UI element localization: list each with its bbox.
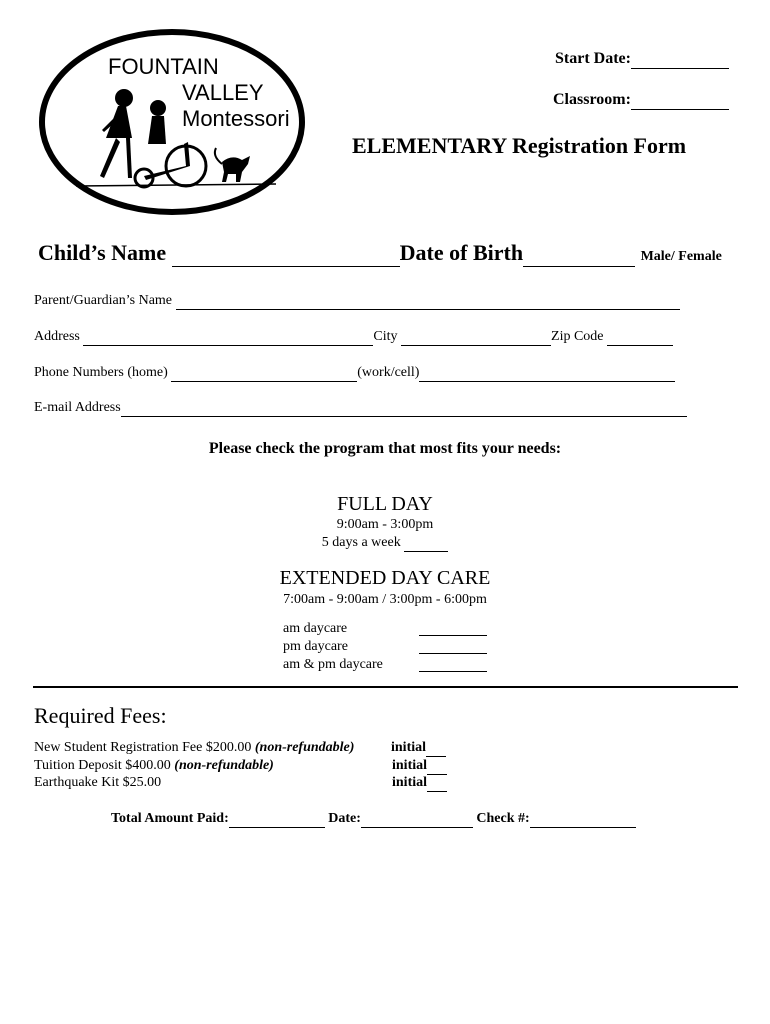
am-daycare-label: am daycare [283,621,348,636]
child-name-label: Child’s Name [38,240,167,265]
extended-day-title: EXTENDED DAY CARE [279,567,491,589]
fee-initial-row [392,758,447,775]
initial-field[interactable] [427,775,447,792]
phone-row [34,365,675,382]
initial-label: initial [392,758,428,773]
fee-label: New Student Registration Fee $200.00 [34,740,252,755]
address-row [34,329,673,346]
email-row [34,400,687,417]
full-day-hours: 9:00am - 3:00pm [336,517,434,532]
logo-text-valley: VALLEY [182,80,264,105]
date-of-birth-field[interactable] [523,240,635,267]
phone-work-field[interactable] [419,365,675,382]
pm-daycare-label: pm daycare [283,639,348,654]
start-date-field[interactable] [631,50,729,69]
pm-daycare-option [283,639,348,655]
am-pm-daycare-check-field[interactable] [419,656,487,672]
fee-label: Tuition Deposit $400.00 [34,758,171,773]
extended-day-hours: 7:00am - 9:00am / 3:00pm - 6:00pm [283,592,487,607]
payment-date-field[interactable] [361,811,473,828]
address-field[interactable] [83,329,373,346]
phone-work-label: (work/cell) [357,365,420,380]
am-pm-daycare-option [283,657,383,673]
zip-code-field[interactable] [607,329,673,346]
initial-field[interactable] [426,740,446,757]
fee-label: Earthquake Kit $25.00 [34,775,162,790]
am-pm-daycare-label: am & pm daycare [283,657,383,672]
school-logo [36,26,308,220]
am-daycare-check-field[interactable] [419,620,487,636]
check-number-label: Check #: [476,811,530,826]
classroom-label: Classroom: [553,91,631,108]
total-paid-field[interactable] [229,811,325,828]
logo-emblem [36,26,308,220]
section-divider [33,686,738,688]
parent-row [34,293,680,310]
form-title: ELEMENTARY Registration Form [352,133,687,158]
parent-name-label: Parent/Guardian’s Name [34,293,173,308]
email-field[interactable] [121,400,687,417]
fee-initial-row [391,740,446,757]
classroom-field[interactable] [631,91,729,110]
child-row [38,240,722,267]
city-field[interactable] [401,329,551,346]
fee-initial-row [392,775,447,792]
address-label: Address [34,329,80,344]
email-label: E-mail Address [34,400,121,415]
classroom-row [553,91,729,110]
check-number-field[interactable] [530,811,636,828]
program-prompt: Please check the program that most fits your needs: [208,440,562,457]
date-of-birth-label: Date of Birth [399,240,524,265]
logo-text-fountain: FOUNTAIN [108,54,219,79]
zip-code-label: Zip Code [551,329,604,344]
fee-item [34,740,354,756]
fees-heading: Required Fees: [34,703,167,728]
full-day-check-field[interactable] [404,535,448,552]
full-day-days-label: 5 days a week [321,535,401,550]
parent-name-field[interactable] [176,293,680,310]
fee-item [34,775,161,791]
start-date-row [555,50,729,69]
initial-label: initial [391,740,427,755]
phone-home-label: Phone Numbers (home) [34,365,168,380]
am-daycare-option [283,621,347,637]
payment-row [111,811,636,828]
phone-home-field[interactable] [171,365,357,382]
pm-daycare-check-field[interactable] [419,638,487,654]
child-name-field[interactable] [172,240,400,267]
full-day-days-row [0,535,770,552]
full-day-title: FULL DAY [337,493,433,515]
logo-text-montessori: Montessori [182,106,290,131]
initial-label: initial [392,775,428,790]
initial-field[interactable] [427,758,447,775]
start-date-label: Start Date: [555,50,631,67]
fee-note: (non-refundable) [174,758,274,773]
payment-date-label: Date: [328,811,361,826]
total-paid-label: Total Amount Paid: [111,811,229,826]
gender-label[interactable]: Male/ Female [640,249,722,264]
city-label: City [373,329,398,344]
fee-note: (non-refundable) [254,740,355,755]
fee-item [34,758,274,774]
